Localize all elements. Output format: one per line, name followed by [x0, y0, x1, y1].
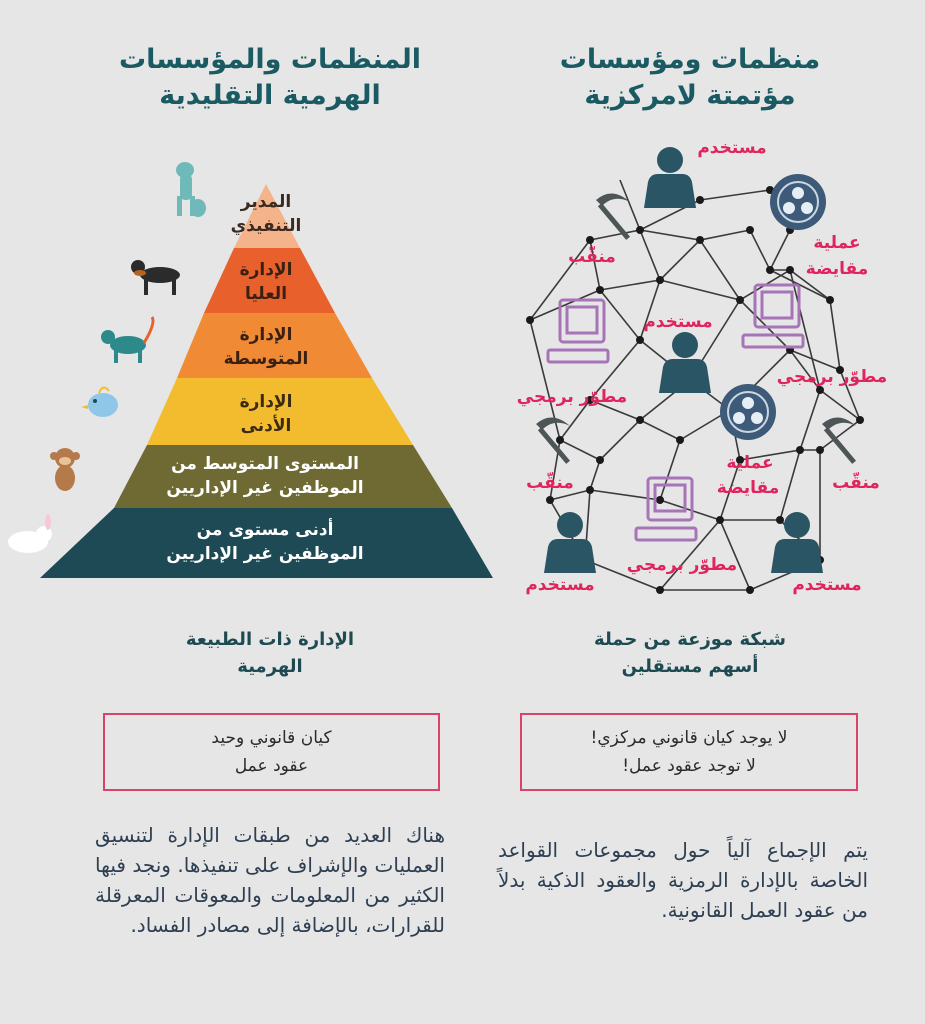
user-label: مستخدم [525, 575, 595, 595]
left-title [100, 42, 440, 114]
left-legal-box [103, 713, 440, 791]
exchange-icon [720, 384, 776, 440]
left-title-line2: الهرمية التقليدية [159, 80, 381, 111]
left-paragraph: هناك العديد من طبقات الإدارة لتنسيق العمليات والإشراف على تنفيذها. ونجد فيها الكثير من المعلومات والمعوقات المعرقلة للقرارات، بالإضافة إلى مصادر الفساد. [95, 823, 445, 937]
right-subtitle-line2: أسهم مستقلين [621, 656, 759, 677]
pyramid-label-1-line1: المدير [240, 192, 292, 212]
rottweiler-icon [131, 260, 180, 295]
pyramid-label-4-line2: الأدنى [240, 416, 292, 436]
cat-icon [101, 317, 153, 363]
exchange-label: عملية [726, 453, 774, 473]
pyramid-label-1-line2: التنفيذي [230, 216, 302, 236]
bird-icon [81, 387, 118, 417]
left-subtitle-line1: الإدارة ذات الطبيعة [185, 629, 355, 650]
rabbit-icon [8, 514, 52, 553]
user-label: مستخدم [643, 312, 713, 332]
pyramid-label-2-line2: العليا [244, 284, 288, 304]
decentralized-network [490, 120, 925, 610]
user-icon [644, 147, 696, 208]
pyramid-label-6 [140, 518, 390, 566]
miner-label: منقّب [832, 473, 880, 493]
developer-label: مطوّر برمجي [516, 387, 628, 407]
pyramid-label-6-line1: أدنى مستوى من [196, 520, 334, 540]
developer-label: مطوّر برمجي [626, 555, 738, 575]
user-label: مستخدم [697, 138, 767, 158]
exchange-label: مقايضة [805, 259, 869, 279]
right-paragraph: يتم الإجماع آلياً حول مجموعات القواعد الخاصة بالإدارة الرمزية والعقود الذكية بدلاً من عقود العمل القانونية. [498, 838, 868, 922]
developer-label: مطوّر برمجي [776, 367, 888, 387]
right-title [545, 42, 835, 114]
pyramid-label-2-line1: الإدارة [239, 260, 293, 280]
pyramid-label-3-line2: المتوسطة [223, 349, 309, 369]
monkey-icon [50, 448, 80, 491]
pyramid-label-3 [196, 323, 336, 371]
pickaxe-icon [536, 417, 570, 463]
pickaxe-icon [596, 193, 630, 239]
right-subtitle [540, 626, 840, 680]
left-subtitle-line2: الهرمية [237, 656, 303, 677]
dog-sitting-icon [176, 162, 206, 217]
right-title-line2: مؤتمتة لامركزية [584, 80, 796, 111]
pyramid-label-2 [206, 258, 326, 306]
exchange-label: عملية [813, 233, 861, 253]
left-box-line2: عقود عمل [234, 756, 309, 776]
right-legal-box [520, 713, 858, 791]
pickaxe-icon [822, 417, 856, 463]
user-label: مستخدم [792, 575, 862, 595]
miner-label: منقّب [526, 473, 574, 493]
computer-icon [743, 285, 803, 347]
pyramid-label-5-line1: المستوى المتوسط من [171, 454, 359, 474]
right-subtitle-line1: شبكة موزعة من حملة [594, 629, 786, 650]
pyramid-label-3-line1: الإدارة [239, 325, 293, 345]
pyramid-label-5-line2: الموظفين غير الإداريين [166, 478, 364, 498]
pyramid-label-4-line1: الإدارة [239, 392, 293, 412]
exchange-label: مقايضة [716, 478, 780, 498]
computer-icon [548, 300, 608, 362]
right-box-line2: لا توجد عقود عمل! [622, 756, 756, 776]
left-title-line1: المنظمات والمؤسسات [118, 44, 422, 75]
pyramid-label-5 [140, 452, 390, 500]
pyramid-label-4 [196, 390, 336, 438]
pyramid-label-1 [206, 190, 326, 238]
right-box-line1: لا يوجد كيان قانوني مركزي! [590, 728, 788, 748]
left-subtitle [120, 626, 420, 680]
right-title-line1: منظمات ومؤسسات [559, 44, 821, 75]
left-box-line1: كيان قانوني وحيد [211, 728, 332, 748]
miner-label: منقّب [568, 247, 616, 267]
user-icon [659, 332, 711, 393]
exchange-icon [770, 174, 826, 230]
pyramid-label-6-line2: الموظفين غير الإداريين [166, 544, 364, 564]
